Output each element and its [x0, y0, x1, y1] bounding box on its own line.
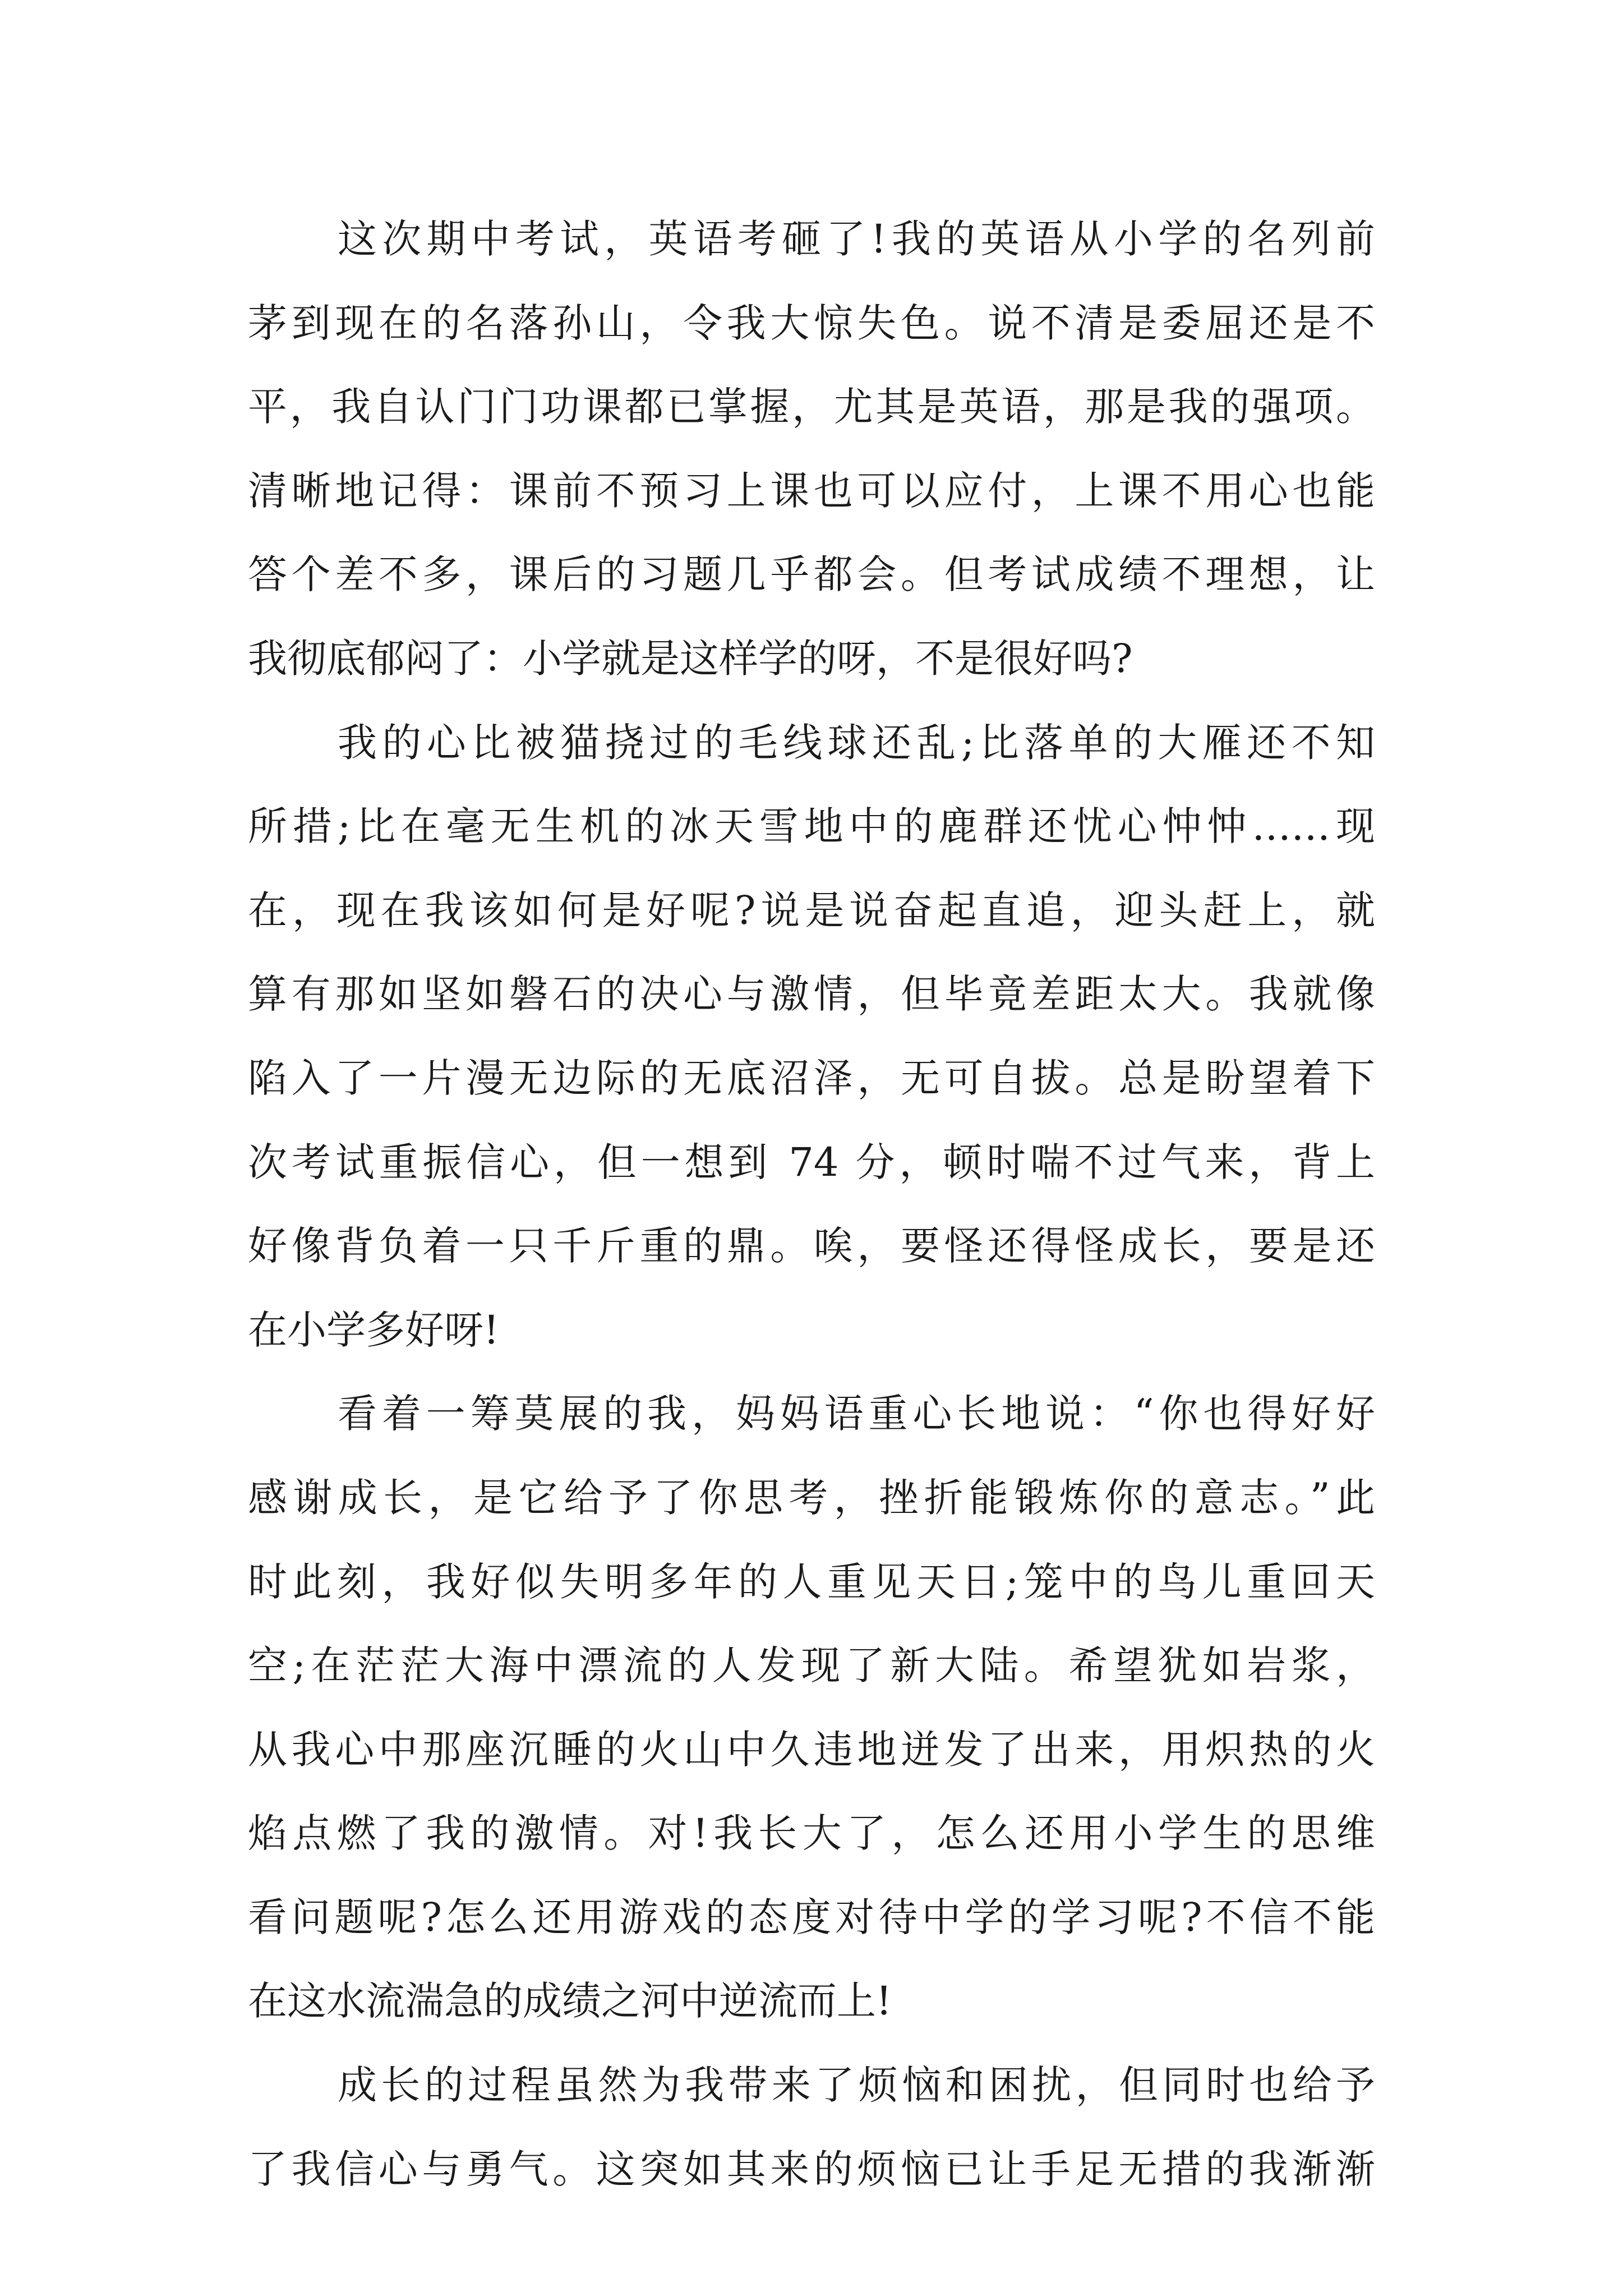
text-line: 所措;比在毫无生机的冰天雪地中的鹿群还忧心忡忡……现: [248, 803, 1375, 850]
paragraph-3: [248, 1372, 1375, 2044]
text-line: 算有那如坚如磐石的决心与激情，但毕竟差距太大。我就像: [248, 971, 1375, 1018]
text-line: 我的心比被猫挠过的毛线球还乱;比落单的大雁还不知: [338, 719, 1375, 766]
text-line: 时此刻，我好似失明多年的人重见天日;笼中的鸟儿重回天: [248, 1558, 1375, 1605]
paragraph-1: [248, 197, 1375, 701]
essay-body: [248, 197, 1375, 2211]
text-line: 我彻底郁闷了：小学就是这样学的呀，不是很好吗?: [248, 635, 1133, 682]
text-line: 答个差不多，课后的习题几乎都会。但考试成绩不理想，让: [248, 551, 1375, 598]
text-line: 陷入了一片漫无边际的无底沼泽，无可自拔。总是盼望着下: [248, 1055, 1375, 1101]
paragraph-4: [248, 2044, 1375, 2211]
text-line: 在，现在我该如何是好呢?说是说奋起直追，迎头赶上，就: [248, 887, 1375, 933]
text-line: 茅到现在的名落孙山，令我大惊失色。说不清是委屈还是不: [248, 300, 1375, 346]
text-line: 了我信心与勇气。这突如其来的烦恼已让手足无措的我渐渐: [248, 2146, 1375, 2192]
text-line: 感谢成长，是它给予了你思考，挫折能锻炼你的意志。”此: [248, 1474, 1375, 1521]
text-line: 好像背负着一只千斤重的鼎。唉，要怪还得怪成长，要是还: [248, 1223, 1375, 1269]
text-line: 从我心中那座沉睡的火山中久违地迸发了出来，用炽热的火: [248, 1726, 1375, 1773]
text-line: 次考试重振信心，但一想到 74 分，顿时喘不过气来，背上: [248, 1139, 1375, 1185]
text-line: 空;在茫茫大海中漂流的人发现了新大陆。希望犹如岩浆，: [248, 1642, 1375, 1689]
text-line: 成长的过程虽然为我带来了烦恼和困扰，但同时也给予: [338, 2062, 1375, 2109]
text-line: 看问题呢?怎么还用游戏的态度对待中学的学习呢?不信不能: [248, 1894, 1375, 1940]
text-line: 这次期中考试，英语考砸了!我的英语从小学的名列前: [338, 216, 1375, 262]
paragraph-2: [248, 701, 1375, 1373]
text-line: 焰点燃了我的激情。对!我长大了，怎么还用小学生的思维: [248, 1810, 1375, 1857]
text-line: 平，我自认门门功课都已掌握，尤其是英语，那是我的强项。: [248, 384, 1375, 430]
text-line: 清晰地记得：课前不预习上课也可以应付，上课不用心也能: [248, 467, 1375, 514]
text-line: 在小学多好呀!: [248, 1306, 500, 1353]
text-line: 在这水流湍急的成绩之河中逆流而上!: [248, 1978, 892, 2024]
text-line: 看着一筹莫展的我，妈妈语重心长地说：“你也得好好: [338, 1391, 1375, 1437]
